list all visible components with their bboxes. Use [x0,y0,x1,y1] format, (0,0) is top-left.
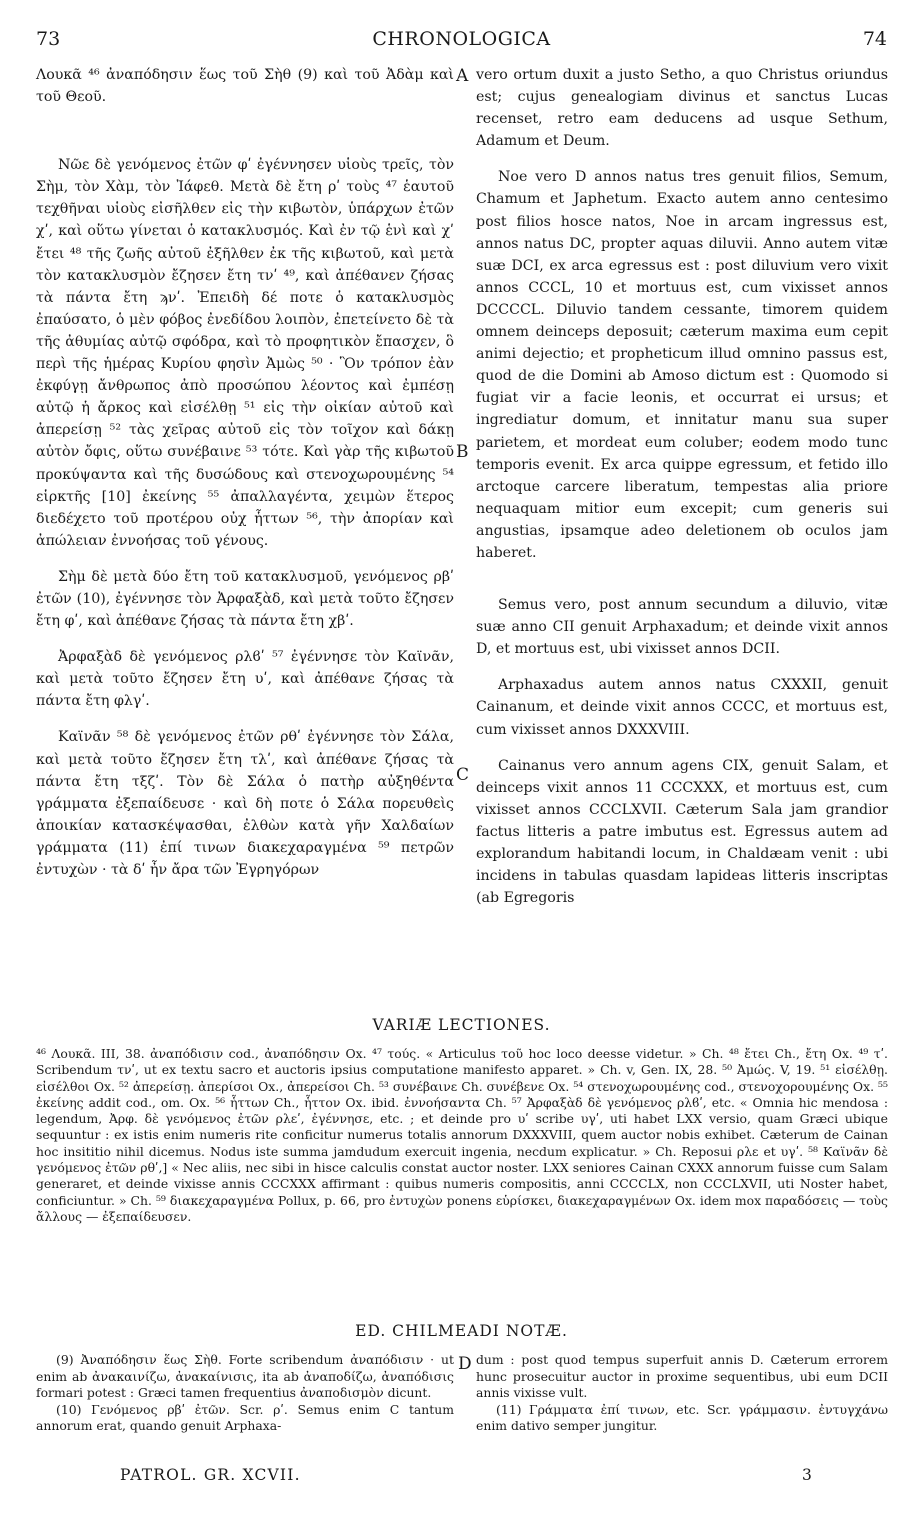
notae-left-column [36,1352,454,1435]
margin-marker-c: C [456,765,470,785]
notae-right-column [476,1352,888,1435]
latin-paragraph: vero ortum duxit a justo Setho, a quo Christus oriundus est; cujus genealogiam divinus et sanctus Lucas recenset, retro eam deducens ad usque Sethum, Adamum et Deum. [476,67,888,150]
variae-lectiones-body: ⁴⁶ Λουκᾶ. III, 38. ἀναπόδισιν cod., ἀναπόδησιν Ox. ⁴⁷ τούς. « Articulus τοῦ hoc loco deesse videtur. » Ch. ⁴⁸ ἔτει Ch., ἔτη Ox. ⁴⁹ τʹ. Scribendum τνʹ, ut ex textu sacro et auctoris ipsius computatione manifesto apparet. » Ch. v, Gen. IX, 28. ⁵⁰ Ἀμώς. V, 19. ⁵¹ εἰσέλθῃ. εἰσέλθοι Ox. ⁵² ἀπερείσῃ. ἀπερίσοι Ox., ἀπερείσοι Ch. ⁵³ συνέβαινε Ch. συνέβενε Ox. ⁵⁴ στενοχωρουμένης cod., στενοχορουμένης Ox. ⁵⁵ ἐκείνης addit cod., om. Ox. ⁵⁶ ἧττων Ch., ἧττον Ox. ibid. ἐννοήσαντα Ch. ⁵⁷ Ἀρφαξὰδ δὲ γενόμενος ρλϐʹ, etc. « Omnia hic mendosa : legendum, Ἀρφ. δὲ γενόμενος ἐτῶν ρλεʹ, ἐγέννησε, etc. ; et deinde pro υʹ scribe υγʹ, uti habet LXX versio, quam Græci ubique sequuntur : ex istis enim numeris rite conficitur numerus totalis annorum DXXXVIII, quem auctor nobis exhibet. Cæterum de Cainan hoc insititio nihil dicemus. Nodus iste summa jamdudum exercuit ingenia, necdum explicatur. » Ch. Reposui ρλε et υγʹ. ⁵⁸ Καϊνᾶν δὲ γενόμενος ἐτῶν ρθʹ,] « Nec aliis, nec sibi in hisce calculis constat auctor noster. LXX seniores Cainan CXXX annorum fuisse cum Salam generaret, et deinde vixisse annis CCCXXX affirmant : quibus numeris compositis, anni CCCCLX, non CCCLXVII, uti Noster habet, conficiuntur. » Ch. ⁵⁹ διακεχαραγμένα Pollux, p. 66, pro ἐντυχὼν ponens εὑρίσκει, διακεχαραγμένων Ox. idem mox παραδόσεις — τοὺς ἄλλους — ἐξεπαίδευσεν. [36,1046,888,1224]
greek-paragraph: Ἀρφαξὰδ δὲ γενόμενος ρλϐʹ ⁵⁷ ἐγέννησε τὸν Καϊνᾶν, καὶ μετὰ τοῦτο ἔζησεν ἔτη υʹ, καὶ ἀπέθανε ζήσας τὰ πάντα ἔτη φλγʹ. [36,649,454,710]
note-paragraph: (10) Γενόμενος ρβʹ ἐτῶν. Scr. ρʹ. Semus enim C tantum annorum erat, quando genuit Arphaxa- [36,1401,454,1433]
greek-text-column [36,64,454,881]
running-title: CHRONOLOGICA [372,28,551,50]
latin-paragraph: Noe vero D annos natus tres genuit filios, Semum, Chamum et Japhetum. Exacto autem anno centesimo post filios hosce natos, Noe in arcam ingressus est, annos natus DC, propter aquas diluvii. Anno autem vitæ suæ DCI, ex arca egressus est : post diluvium vero vixit annos CCCL, 10 et mortuus est, cum vixisset annos DCCCCL. Diluvio tandem cessante, timorem quidem omnem deinceps deposuit; cæterum maxima eum cepit animi dejectio; et propheticum illud omnino passus est, quod de die Domini ab Amoso dictum est : Quomodo si fugiat vir a facie leonis, et occurrat ei ursus; et ingrediatur domum, et innitatur manu sua super parietem, et mordeat eum coluber; eodem modo tunc temporis evenit. Ex arca quippe egressum, et fetido illo arctoque carcere liberatum, tempestas alia priore nequaquam mitior eum excepit; cum generis sui angustias, ipsamque adeo deletionem ob oculos jam haberet. [476,169,888,561]
note-paragraph: (11) Γράμματα ἐπί τινων, etc. Scr. γράμμασιν. ἐντυγχάνω enim dativo semper jungitur. [476,1401,888,1433]
margin-marker-a: A [456,66,469,86]
latin-paragraph: Arphaxadus autem annos natus CXXXII, genuit Cainanum, et deinde vixit annos CCCC, et mortuus est, cum vixisset annos DXXXVIII. [476,677,888,738]
greek-paragraph: Σὴμ δὲ μετὰ δύο ἔτη τοῦ κατακλυσμοῦ, γενόμενος ρβʹ ἐτῶν (10), ἐγέννησε τὸν Ἀρφαξὰδ, καὶ μετὰ τοῦτο ἔζησεν ἔτη φʹ, καὶ ἀπέθανε ζήσας τὰ πάντα ἔτη χβʹ. [36,568,454,630]
variae-lectiones-heading: VARIÆ LECTIONES. [372,1016,551,1034]
greek-paragraph: Λουκᾶ ⁴⁶ ἀναπόδησιν ἕως τοῦ Σὴθ (9) καὶ τοῦ Ἀδὰμ καὶ τοῦ Θεοῦ. [36,67,454,106]
latin-paragraph: Semus vero, post annum secundum a diluvio, vitæ suæ anno CII genuit Arphaxadum; et deinde vixit annos D, et mortuus est, ubi vixisset annos DCII. [476,597,888,658]
note-paragraph: dum : post quod tempus superfuit annis D. Cæterum errorem hunc prosecuitur auctor in proxime sequentibus, ubi eum DCII annis vixisse vult. [476,1352,888,1400]
page-number-right: 74 [862,28,887,50]
greek-paragraph: Καϊνᾶν ⁵⁸ δὲ γενόμενος ἐτῶν ρθʹ ἐγέννησε τὸν Σάλα, καὶ μετὰ τοῦτο ἔζησεν ἔτη τλʹ, καὶ ἀπέθανε ζήσας τὰ πάντα ἔτη τξζʹ. Τὸν δὲ Σάλα ὁ πατὴρ αὐξηθέντα γράμματα ἐξεπαίδευσε · καὶ δὴ ποτε ὁ Σάλα πορευθεὶς ἀποικίαν κατασκέψασθαι, ἐλθὼν κατὰ γῆν Χαλδαίων γράμματα (11) ἐπί τινων διακεχαραγμένα ⁵⁹ πετρῶν ἐντυχὼν · τὰ δʹ ἦν ἄρα τῶν Ἐγρηγόρων [36,729,454,878]
latin-paragraph: Cainanus vero annum agens CIX, genuit Salam, et deinceps vixit annos 11 CCCXXX, et mortuus est, cum vixisset annos CCCLXVII. Cæterum Sala jam grandior factus litteris a patre imbutus est. Egressus autem ad explorandum habitandi locum, in Chaldæam venit : ubi incidens in tabulas quasdam lapideas litteris inscriptas (ab Egregoris [476,757,888,907]
margin-marker-b: B [456,442,469,462]
page-number-left: 73 [36,28,61,50]
margin-marker-d: D [458,1354,472,1374]
latin-text-column [476,64,888,909]
note-paragraph: (9) Ἀναπόδησιν ἕως Σὴθ. Forte scribendum ἀναπόδισιν · ut enim ab ἀνακαινίζω, ἀνακαίνισις, ita ab ἀναποδίζω, ἀναπόδισις formari potest : Græci tamen frequentius ἀναποδισμὸν dicunt. [36,1352,454,1400]
greek-paragraph: Νῶε δὲ γενόμενος ἐτῶν φʹ ἐγέννησεν υἱοὺς τρεῖς, τὸν Σὴμ, τὸν Χὰμ, τὸν Ἰάφεθ. Μετὰ δὲ ἔτη ρʹ τοὺς ⁴⁷ ἑαυτοῦ τεχθῆναι υἱοὺς εἰσῆλθεν εἰς τὴν κιβωτὸν, ὑπάρχων ἐτῶν χʹ, καὶ οὕτω γίνεται ὁ κατακλυσμός. Καὶ ἐν τῷ ἑνὶ καὶ χʹ ἔτει ⁴⁸ τῆς ζωῆς αὐτοῦ ἐξῆλθεν ἐκ τῆς κιβωτοῦ, καὶ μετὰ τὸν κατακλυσμὸν ἔζησεν ἔτη τνʹ ⁴⁹, καὶ ἀπέθανεν ζήσας τὰ πάντα ἔτη ϡνʹ. Ἐπειδὴ δέ ποτε ὁ κατακλυσμὸς ἐπαύσατο, ὁ μὲν φόβος ἐνεδίδου λοιπὸν, ἐπετείνετο δὲ τὰ τῆς ἀθυμίας αὐτῷ σφόδρα, καὶ τὸ προφητικὸν ἔπασχεν, ὃ περὶ τῆς ἡμέρας Κυρίου φησὶν Ἀμὼς ⁵⁰ · Ὃν τρόπον ἐὰν ἐκφύγῃ ἄνθρωπος ἀπὸ προσώπου λέοντος καὶ ἐμπέσῃ αὐτῷ ἡ ἄρκος καὶ εἰσέλθῃ ⁵¹ εἰς τὴν οἰκίαν αὐτοῦ καὶ ἀπερείσῃ ⁵² τὰς χεῖρας αὐτοῦ εἰς τὸν τοῖχον καὶ δάκῃ αὐτὸν ὄφις, οὕτω συνέβαινε ⁵³ τότε. Καὶ γὰρ τῆς κιβωτοῦ προκύψαντα καὶ τῆς δυσώδους καὶ στενοχωρουμένης ⁵⁴ εἱρκτῆς [10] ἐκείνης ⁵⁵ ἀπαλλαγέντα, χειμὼν ἕτερος διεδέχετο τοῦ προτέρου οὐχ ἧττων ⁵⁶, τὴν ἀπορίαν καὶ ἀπώλειαν ἐννοήσας τοῦ γένους. [36,157,454,549]
footer-signature: PATROL. GR. XCVII. [120,1466,301,1484]
variae-lectiones-text [36,1046,888,1225]
running-header [36,28,887,58]
notae-heading: ED. CHILMEADI NOTÆ. [355,1322,568,1340]
footer-gathering-number: 3 [802,1466,812,1484]
